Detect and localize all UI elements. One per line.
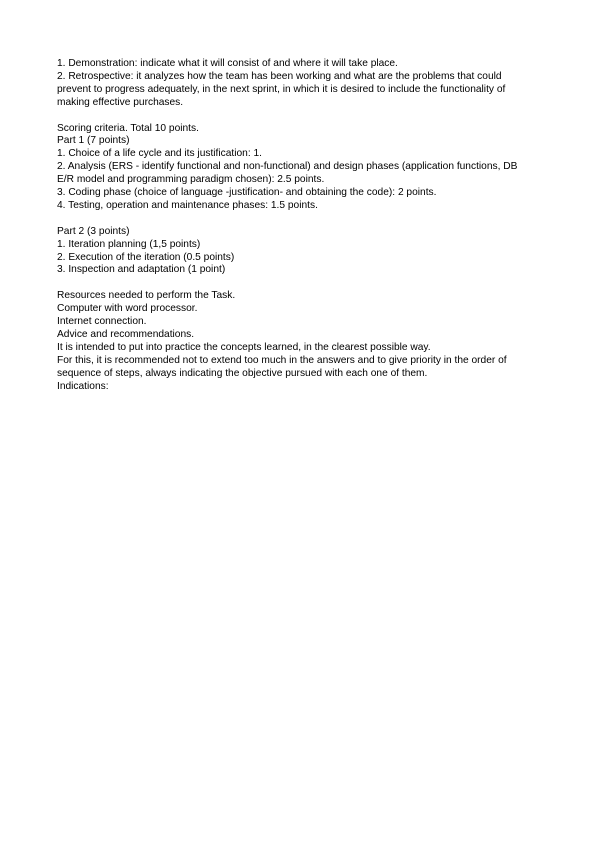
demonstration-item: 1. Demonstration: indicate what it will consist of and where it will take place.	[57, 58, 398, 69]
part1-item: 4. Testing, operation and maintenance phases: 1.5 points.	[57, 199, 318, 211]
part1-item: 3. Coding phase (choice of language -justification- and obtaining the code): 2 points.	[57, 187, 437, 199]
part1-item: 2. Analysis (ERS - identify functional and non-functional) and design phases (application functions, DB E/R model and programming paradigm chosen): 2.5 points.	[57, 161, 518, 186]
resource-item: For this, it is recommended not to extend too much in the answers and to give priority in the order of sequence of steps, always indicating the objective pursued with each one of them.	[57, 354, 507, 379]
indications-label: Indications:	[57, 380, 109, 392]
part1-item: 1. Choice of a life cycle and its justification: 1.	[57, 148, 262, 160]
part2-title: Part 2 (3 points)	[57, 225, 130, 237]
resource-item: Advice and recommendations.	[57, 328, 195, 340]
resource-item: Internet connection.	[57, 316, 147, 328]
part2-item: 2. Execution of the iteration (0.5 points)	[57, 251, 235, 263]
part1-title: Part 1 (7 points)	[57, 135, 130, 147]
spacer	[57, 110, 527, 123]
part2-item: 3. Inspection and adaptation (1 point)	[57, 264, 226, 276]
retrospective-item: 2. Retrospective: it analyzes how the team has been working and what are the problems that could prevent to progress adequately, in the next sprint, in which it is desired to include the functionality of making effective purchases.	[57, 70, 506, 108]
spacer	[57, 213, 527, 226]
spacer	[57, 277, 527, 290]
document-body	[57, 58, 527, 394]
scoring-heading: Scoring criteria. Total 10 points.	[57, 122, 199, 134]
resources-heading: Resources needed to perform the Task.	[57, 290, 236, 302]
part2-item: 1. Iteration planning (1,5 points)	[57, 238, 201, 250]
resource-item: It is intended to put into practice the concepts learned, in the clearest possible way.	[57, 341, 431, 353]
resource-item: Computer with word processor.	[57, 303, 198, 315]
